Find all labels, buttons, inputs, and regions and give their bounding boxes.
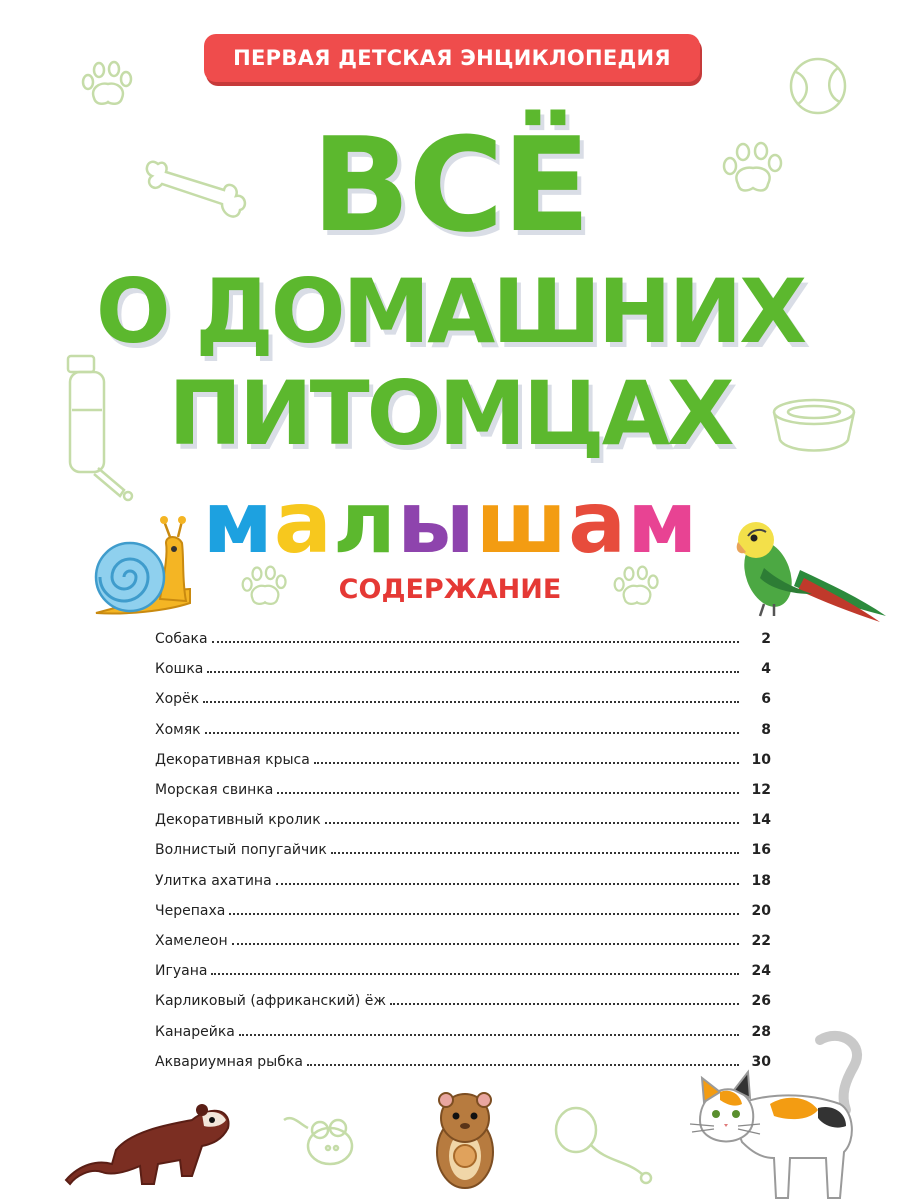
contents-heading: СОДЕРЖАНИЕ bbox=[338, 574, 562, 605]
toc-leader-dots bbox=[211, 973, 739, 975]
series-banner bbox=[204, 34, 700, 82]
toc-row[interactable] bbox=[155, 805, 771, 835]
title-line-3: ПИТОМЦАХ bbox=[168, 362, 732, 465]
subtitle-word bbox=[180, 473, 720, 573]
toc-leader-dots bbox=[205, 732, 739, 734]
subtitle-letter: а bbox=[568, 473, 627, 573]
table-of-contents bbox=[155, 624, 771, 1077]
subtitle-letter: а bbox=[273, 473, 332, 573]
toc-label: Собака bbox=[155, 631, 208, 648]
title-line-1: ВСЁ bbox=[311, 109, 589, 261]
toc-page-number: 28 bbox=[751, 1023, 771, 1040]
toc-page-number: 6 bbox=[761, 691, 771, 708]
toc-page-number: 22 bbox=[751, 932, 771, 949]
toc-page-number: 4 bbox=[761, 661, 771, 678]
toc-row[interactable] bbox=[155, 684, 771, 714]
toc-label: Волнистый попугайчик bbox=[155, 842, 327, 859]
toc-label: Кошка bbox=[155, 661, 204, 678]
snail-illustration bbox=[86, 515, 196, 625]
toc-page-number: 2 bbox=[761, 631, 771, 648]
subtitle-letter: л bbox=[332, 473, 396, 573]
toc-leader-dots bbox=[325, 822, 739, 824]
toc-label: Морская свинка bbox=[155, 782, 274, 799]
toc-leader-dots bbox=[390, 1003, 739, 1005]
toc-leader-dots bbox=[229, 913, 739, 915]
toc-row[interactable] bbox=[155, 986, 771, 1016]
leash-icon bbox=[546, 1100, 656, 1190]
toc-leader-dots bbox=[331, 852, 739, 854]
toc-leader-dots bbox=[203, 701, 739, 703]
paw-icon bbox=[80, 60, 136, 112]
subtitle-letter: м bbox=[627, 473, 698, 573]
toc-row[interactable] bbox=[155, 1047, 771, 1077]
toc-page-number: 10 bbox=[751, 751, 771, 768]
toc-label: Черепаха bbox=[155, 902, 226, 919]
toc-page-number: 16 bbox=[751, 842, 771, 859]
toc-label: Декоративная крыса bbox=[155, 751, 310, 768]
toc-page-number: 18 bbox=[751, 872, 771, 889]
toc-row[interactable] bbox=[155, 835, 771, 865]
toc-page-number: 20 bbox=[751, 902, 771, 919]
toc-label: Канарейка bbox=[155, 1023, 235, 1040]
toc-row[interactable] bbox=[155, 1016, 771, 1046]
toc-page-number: 8 bbox=[761, 721, 771, 738]
toc-label: Хомяк bbox=[155, 721, 201, 738]
toc-label: Хорёк bbox=[155, 691, 200, 708]
subtitle-letter: ш bbox=[475, 473, 568, 573]
toc-leader-dots bbox=[307, 1064, 739, 1066]
toc-page-number: 12 bbox=[751, 782, 771, 799]
toc-page-number: 14 bbox=[751, 812, 771, 829]
cat-illustration bbox=[690, 1030, 870, 1200]
toc-row[interactable] bbox=[155, 715, 771, 745]
subtitle-letter: ы bbox=[396, 473, 475, 573]
toc-leader-dots bbox=[239, 1034, 739, 1036]
hamster-illustration bbox=[430, 1086, 500, 1192]
toc-label: Игуана bbox=[155, 963, 208, 980]
toc-row[interactable] bbox=[155, 896, 771, 926]
toc-leader-dots bbox=[277, 792, 739, 794]
toc-label: Улитка ахатина bbox=[155, 872, 272, 889]
toc-row[interactable] bbox=[155, 624, 771, 654]
title-line-2: О ДОМАШНИХ bbox=[95, 260, 805, 363]
toc-row[interactable] bbox=[155, 775, 771, 805]
toc-page-number: 30 bbox=[751, 1053, 771, 1070]
toc-label: Декоративный кролик bbox=[155, 812, 321, 829]
toc-label: Карликовый (африканский) ёж bbox=[155, 993, 386, 1010]
toc-leader-dots bbox=[232, 943, 739, 945]
toc-label: Хамелеон bbox=[155, 932, 228, 949]
toc-leader-dots bbox=[276, 883, 739, 885]
parrot-illustration bbox=[730, 512, 890, 622]
toc-leader-dots bbox=[314, 762, 739, 764]
toc-row[interactable] bbox=[155, 866, 771, 896]
toc-page-number: 26 bbox=[751, 993, 771, 1010]
toc-row[interactable] bbox=[155, 926, 771, 956]
toc-page-number: 24 bbox=[751, 963, 771, 980]
toc-row[interactable] bbox=[155, 654, 771, 684]
ball-icon bbox=[786, 54, 850, 118]
toc-row[interactable] bbox=[155, 745, 771, 775]
toc-row[interactable] bbox=[155, 956, 771, 986]
mouse-icon bbox=[280, 1110, 370, 1180]
subtitle-letter: м bbox=[202, 473, 273, 573]
toc-leader-dots bbox=[207, 671, 739, 673]
toc-leader-dots bbox=[212, 641, 739, 643]
ferret-illustration bbox=[62, 1080, 232, 1190]
series-label: ПЕРВАЯ ДЕТСКАЯ ЭНЦИКЛОПЕДИЯ bbox=[233, 46, 671, 70]
toc-label: Аквариумная рыбка bbox=[155, 1053, 303, 1070]
